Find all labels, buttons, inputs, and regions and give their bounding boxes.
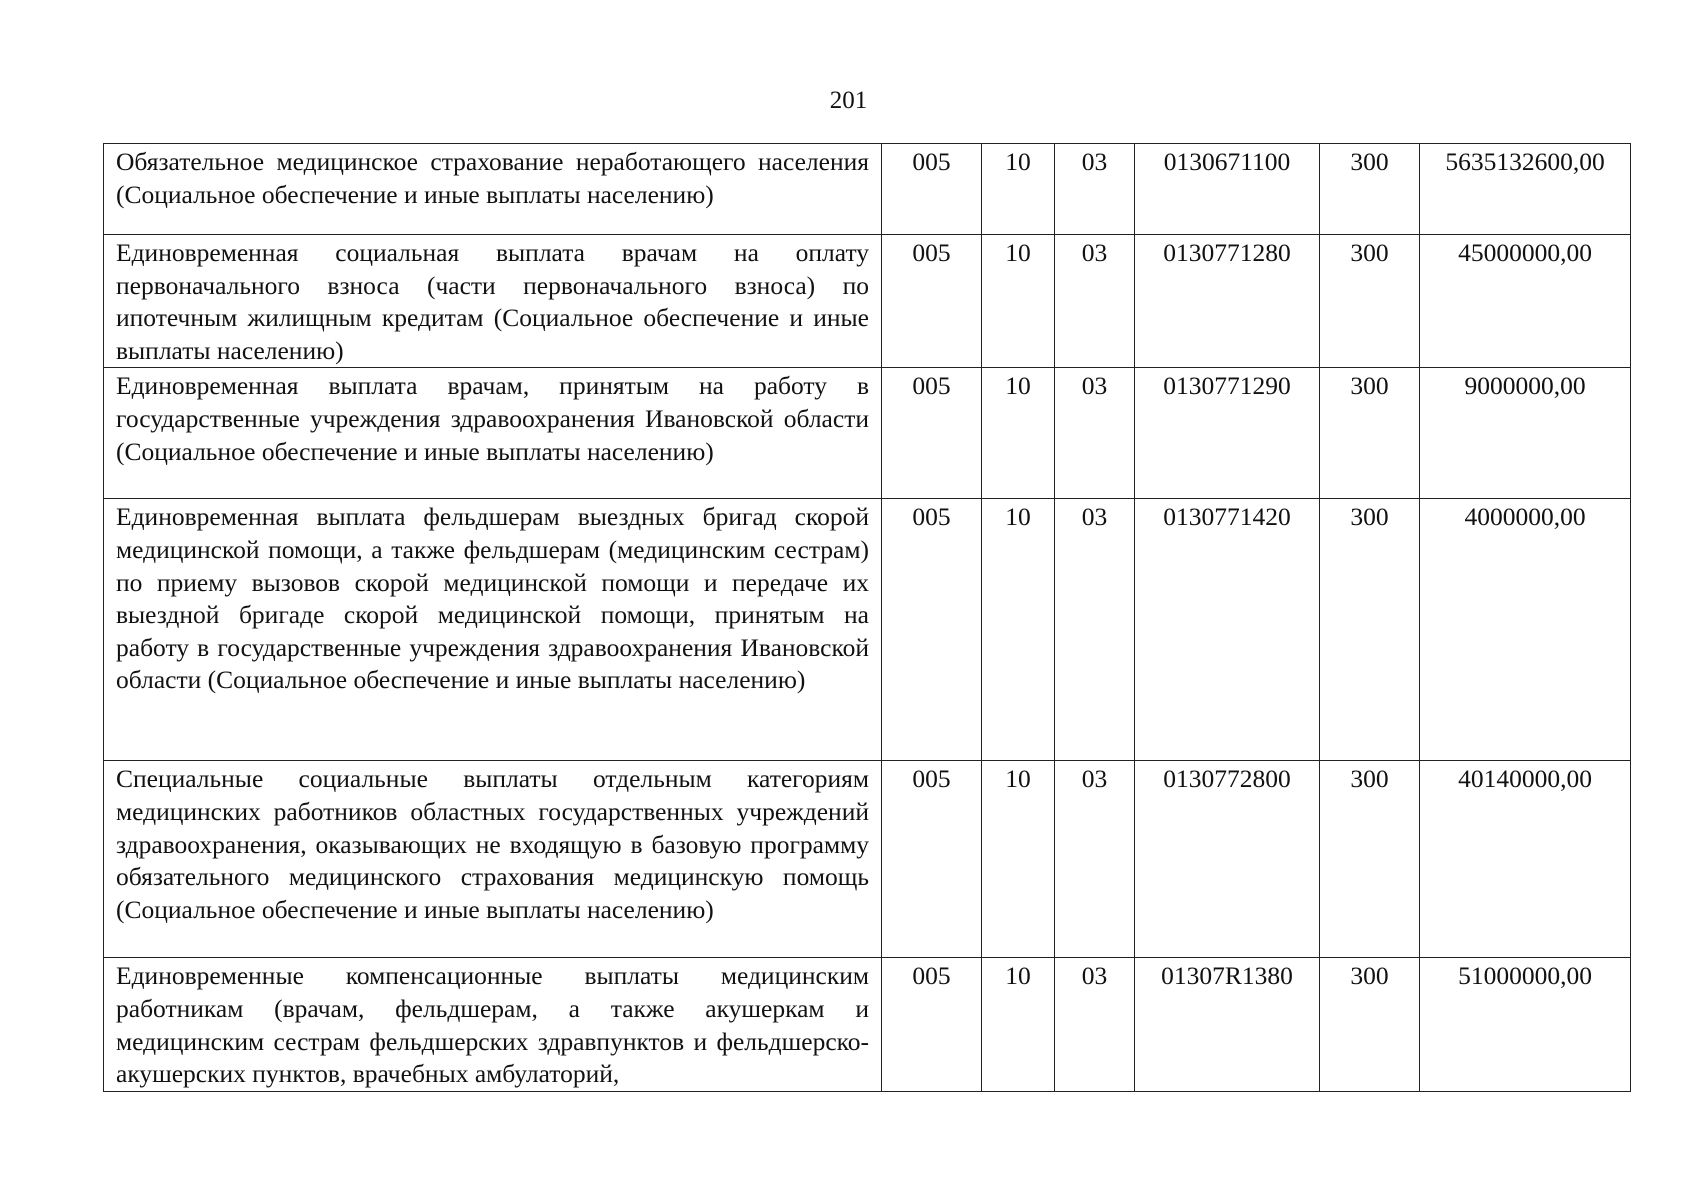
table-row (104, 144, 1631, 235)
subsection-code: 03 (1055, 368, 1135, 499)
table-row (104, 761, 1631, 958)
ministry-code: 005 (882, 499, 982, 761)
ministry-code: 005 (882, 235, 982, 368)
target-item-code: 0130671100 (1135, 144, 1320, 235)
budget-table (103, 143, 1631, 1092)
section-code: 10 (982, 761, 1055, 958)
target-item-code: 0130771420 (1135, 499, 1320, 761)
target-item-code: 0130771290 (1135, 368, 1320, 499)
subsection-code: 03 (1055, 499, 1135, 761)
table-row (104, 499, 1631, 761)
subsection-code: 03 (1055, 958, 1135, 1091)
amount: 4000000,00 (1420, 499, 1631, 761)
ministry-code: 005 (882, 144, 982, 235)
amount: 40140000,00 (1420, 761, 1631, 958)
row-description: Единовременная выплата фельдшерам выездных бригад скорой медицинской помощи, а также фельдшерам (медицинским сестрам) по приему вызовов скорой медицинской помощи и передаче их выездной бригаде скорой медицинской помощи, принятым на работу в государственные учреждения здравоохранения Ивановской области (Социальное обеспечение и иные выплаты населению) (104, 499, 882, 761)
expense-type-code: 300 (1320, 368, 1420, 499)
row-description: Единовременная социальная выплата врачам на оплату первоначального взноса (части первоначального взноса) по ипотечным жилищным кредитам (Социальное обеспечение и иные выплаты населению) (104, 235, 882, 368)
section-code: 10 (982, 499, 1055, 761)
table-row (104, 368, 1631, 499)
expense-type-code: 300 (1320, 499, 1420, 761)
expense-type-code: 300 (1320, 235, 1420, 368)
amount: 51000000,00 (1420, 958, 1631, 1091)
amount: 45000000,00 (1420, 235, 1631, 368)
table-row (104, 235, 1631, 368)
table-row (104, 958, 1631, 1091)
subsection-code: 03 (1055, 235, 1135, 368)
target-item-code: 0130771280 (1135, 235, 1320, 368)
amount: 5635132600,00 (1420, 144, 1631, 235)
expense-type-code: 300 (1320, 144, 1420, 235)
row-description: Единовременные компенсационные выплаты медицинским работникам (врачам, фельдшерам, а также акушеркам и медицинским сестрам фельдшерских здравпунктов и фельдшерско-акушерских пунктов, врачебных амбулаторий, (104, 958, 882, 1091)
target-item-code: 01307R1380 (1135, 958, 1320, 1091)
ministry-code: 005 (882, 368, 982, 499)
subsection-code: 03 (1055, 144, 1135, 235)
section-code: 10 (982, 235, 1055, 368)
section-code: 10 (982, 144, 1055, 235)
ministry-code: 005 (882, 761, 982, 958)
amount: 9000000,00 (1420, 368, 1631, 499)
ministry-code: 005 (882, 958, 982, 1091)
expense-type-code: 300 (1320, 761, 1420, 958)
target-item-code: 0130772800 (1135, 761, 1320, 958)
section-code: 10 (982, 368, 1055, 499)
subsection-code: 03 (1055, 761, 1135, 958)
expense-type-code: 300 (1320, 958, 1420, 1091)
row-description: Единовременная выплата врачам, принятым на работу в государственные учреждения здравоохранения Ивановской области (Социальное обеспечение и иные выплаты населению) (104, 368, 882, 499)
row-description: Специальные социальные выплаты отдельным категориям медицинских работников областных государственных учреждений здравоохранения, оказывающих не входящую в базовую программу обязательного медицинского страхования медицинскую помощь (Социальное обеспечение и иные выплаты населению) (104, 761, 882, 958)
section-code: 10 (982, 958, 1055, 1091)
row-description: Обязательное медицинское страхование неработающего населения (Социальное обеспечение и иные выплаты населению) (104, 144, 882, 235)
page-number: 201 (829, 87, 868, 114)
